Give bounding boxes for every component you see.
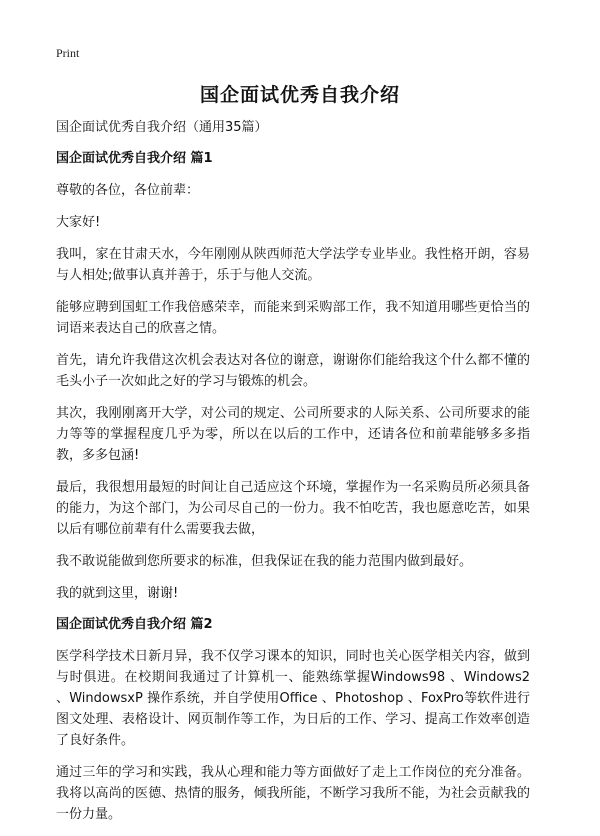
paragraph: 能够应聘到国虹工作我倍感荣幸，而能来到采购部工作，我不知道用哪些更恰当的词语来表达自己的欣喜之情。: [56, 300, 530, 336]
section-heading: 国企面试优秀自我介绍 篇1: [56, 151, 213, 166]
paragraph: 首先，请允许我借这次机会表达对各位的谢意，谢谢你们能给我这个什么都不懂的毛头小子一次如此之好的学习与锻炼的机会。: [56, 353, 530, 389]
paragraph: 我不敢说能做到您所要求的标准，但我保证在我的能力范围内做到最好。: [56, 554, 473, 569]
paragraph: 大家好!: [56, 215, 101, 230]
section-2: [56, 615, 530, 825]
document-body: [56, 118, 530, 836]
section-1: [56, 149, 530, 604]
paragraph: 其次，我刚刚离开大学，对公司的规定、公司所要求的人际关系、公司所要求的能力等等的掌握程度几乎为零，所以在以后的工作中，还请各位和前辈能够多多指教，多多包涵!: [56, 406, 530, 463]
document-subtitle: 国企面试优秀自我介绍（通用35篇）: [56, 120, 268, 135]
paragraph: 我叫，家在甘肃天水，今年刚刚从陕西师范大学法学专业毕业。我性格开朗，容易与人相处;做事认真并善于，乐于与他人交流。: [56, 247, 530, 283]
print-label: Print: [56, 46, 80, 60]
paragraph: 医学科学技术日新月异，我不仅学习课本的知识，同时也关心医学相关内容，做到与时俱进。在校期间我通过了计算机一、能熟练掌握Windows98 、Windows2 、WindowsxP 操作系统，并自学使用Office 、Photoshop 、FoxPro等软件进行图文处理、表格设计、网页制作等工作，为日后的工作、学习、提高工作效率创造了良好条件。: [56, 649, 530, 748]
section-heading: 国企面试优秀自我介绍 篇2: [56, 617, 213, 632]
paragraph: 尊敬的各位，各位前辈：: [56, 183, 200, 198]
paragraph: 我的就到这里，谢谢!: [56, 586, 179, 601]
page-title: 国企面试优秀自我介绍: [199, 84, 400, 106]
paragraph: 最后，我很想用最短的时间让自己适应这个环境，掌握作为一名采购员所必须具备的能力，为这个部门，为公司尽自己的一份力。我不怕吃苦，我也愿意吃苦，如果以后有哪位前辈有什么需要我去做，: [56, 480, 530, 537]
paragraph: 通过三年的学习和实践，我从心理和能力等方面做好了走上工作岗位的充分准备。我将以高尚的医德、热情的服务，倾我所能，不断学习我所不能，为社会贡献我的一份力量。: [56, 765, 530, 822]
